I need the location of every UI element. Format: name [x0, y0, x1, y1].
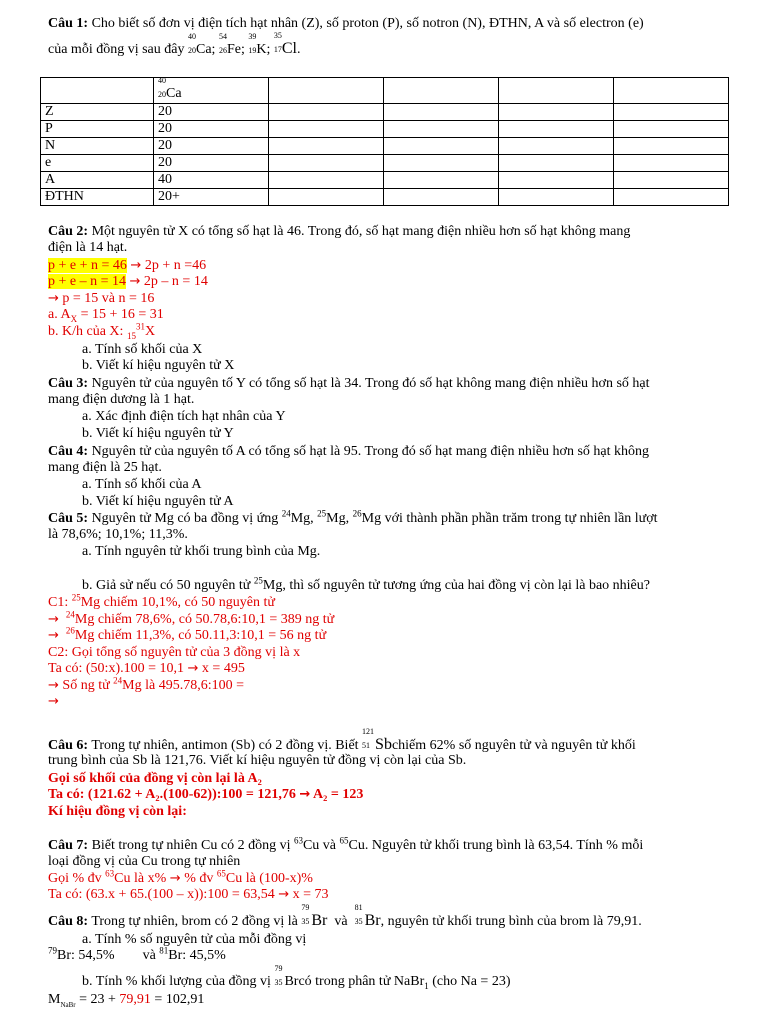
arrow-icon: → [129, 274, 141, 289]
q7-r2: Ta có: (63.x + 65.(100 – x)):100 = 63,54 → x = 73 [48, 887, 329, 902]
arrow-icon: → [48, 628, 59, 643]
q8-ans-a: $^{79}$Br: 54,5% và $^{81}$Br: 45,5% [48, 945, 226, 963]
q6-r1: Gọi số khối của đồng vị còn lại là A₂ [48, 771, 262, 786]
arrow-icon: → [278, 887, 290, 902]
q2-eq1: p + e + n = 46 → 2p + n =46 [48, 258, 207, 273]
q2-res: → p = 15 và n = 16 [48, 291, 155, 306]
q2-sub-b: b. Viết kí hiệu nguyên tử X [82, 358, 235, 373]
q5-c1-line3: → $^{26}$Mg chiếm 11,3%, có 50.11,3:10,1 = 56 ng tử [48, 625, 327, 643]
arrow-icon: → [48, 291, 59, 306]
q8-line1: Câu 8: Trong tự nhiên, brom có 2 đồng vị là 79 35 Br và 81 35 Br, nguyên tử khối trung bình của brom là 79,91. [48, 903, 642, 929]
q2-line2: điện là 14 hạt. [48, 240, 128, 255]
q5-c2: C2: Gọi tổng số nguyên tử của 3 đồng vị là x [48, 645, 301, 660]
q8-sub-a: a. Tính % số nguyên tử của mỗi đồng vị [82, 932, 307, 947]
isotope-cl: 35 17 Cl [273, 31, 297, 57]
isotope-fe: 54 26 Fe [218, 32, 241, 57]
arrow-icon: → [48, 678, 59, 693]
q7-r1: Gọi % đv $^{63}$Cu là x% → % đv $^{65}$Cu là (100-x)% [48, 868, 313, 886]
table-row: A 40 [41, 172, 729, 189]
table-row: P 20 [41, 121, 729, 138]
q5-sub-a: a. Tính nguyên tử khối trung bình của Mg. [82, 544, 321, 559]
q1-text2: của mỗi đồng vị sau đây [48, 42, 185, 57]
q2-line1: Câu 2: Một nguyên tử X có tổng số hạt là 46. Trong đó, số hạt mang điện nhiều hơn số hạt không mang [48, 224, 631, 239]
q8-sub-b: b. Tính % khối lượng của đồng vị 79 35 Brcó trong phân tử NaBr$_1$ (cho Na = 23) [82, 964, 511, 991]
q2-eq2: p + e – n = 14 → 2p – n = 14 [48, 274, 208, 289]
q6-r3: Kí hiệu đồng vị còn lại: [48, 804, 187, 819]
q5-c2-line3: → Số ng tử $^{24}$Mg là 495.78,6:100 = [48, 675, 245, 693]
q5-c2-line2: Ta có: (50:x).100 = 10,1 → x = 495 [48, 661, 245, 676]
q2-sub-a: a. Tính số khối của X [82, 342, 203, 357]
q1-label: Câu 1: [48, 16, 89, 31]
q5-c2-line4 [48, 694, 59, 710]
q3-sub-a: a. Xác định điện tích hạt nhân của Y [82, 409, 286, 424]
q3-line2: mang điện dương là 1 hạt. [48, 392, 195, 407]
q1-line1 [48, 16, 644, 32]
q2-kh: b. K/h của X: $_{15}^{31}$X [48, 321, 156, 341]
arrow-icon: → [130, 258, 142, 273]
isotope-table [40, 77, 729, 206]
table-header-ca: 40 20 Ca [154, 78, 269, 104]
q5-line2: là 78,6%; 10,1%; 11,3%. [48, 527, 188, 542]
q4-line2: mang điện là 25 hạt. [48, 460, 162, 475]
q5-line1: Câu 5: Nguyên tử Mg có ba đồng vị ứng $^{24}$Mg, $^{25}$Mg, $^{26}$Mg với thành phần phần trăm trong tự nhiên lần lượt [48, 508, 658, 526]
q5-c1: C1: $^{25}$Mg chiếm 10,1%, có 50 nguyên tử [48, 592, 275, 610]
table-row: N 20 [41, 138, 729, 155]
q4-sub-a: a. Tính số khối của A [82, 477, 202, 492]
q3-line1: Câu 3: Nguyên tử của nguyên tố Y có tổng số hạt là 34. Trong đó số hạt không mang điện nhiều hơn số hạt [48, 376, 650, 391]
isotope-k: 39 19 K [248, 32, 267, 57]
q6-r2: Ta có: (121.62 + A₂.(100-62)):100 = 121,76 → A₂ = 123 [48, 787, 364, 802]
arrow-icon: → [187, 661, 199, 676]
q1-text1: Cho biết số đơn vị điện tích hạt nhân (Z), số proton (P), số notron (N), ĐTHN, A và số electron (e) [91, 16, 644, 31]
q6-line1: Câu 6: Trong tự nhiên, antimon (Sb) có 2 đồng vị. Biết 121 51 Sbchiếm 62% số nguyên tử và nguyên tử khối [48, 727, 636, 753]
arrow-icon: → [169, 871, 181, 886]
table-row: e 20 [41, 155, 729, 172]
isotope-br79-b: 79 35 Br [274, 964, 299, 989]
q7-line2: loại đồng vị của Cu trong tự nhiên [48, 854, 241, 869]
q8-m: $M_{NaBr} = 23 + 79,91 = 102,91$ [48, 992, 205, 1009]
isotope-br79: 79 35 Br [301, 903, 328, 929]
q4-sub-b: b. Viết kí hiệu nguyên tử A [82, 494, 234, 509]
q5-sub-b: b. Giả sử nếu có 50 nguyên tử $^{25}$Mg, thì số nguyên tử tương ứng của hai đồng vị còn lại là bao nhiêu? [82, 575, 650, 593]
table-row: ĐTHN 20+ [41, 189, 729, 206]
q6-line2: trung bình của Sb là 121,76. Viết kí hiệu nguyên tử đồng vị còn lại của Sb. [48, 753, 467, 768]
isotope-sb: 121 51 Sb [362, 727, 392, 753]
q1-line2: của mỗi đồng vị sau đây 40 20 Ca; 54 26 Fe; 39 19 K; 35 17 Cl. [48, 31, 301, 57]
q7-line1: Câu 7: Biết trong tự nhiên Cu có 2 đồng vị $^{63}$Cu và $^{65}$Cu. Nguyên tử khối trung bình là 63,54. Tính % mỗi [48, 835, 644, 853]
isotope-br81: 81 35 Br [354, 903, 381, 929]
isotope-ca: 40 20 Ca [187, 32, 212, 57]
q3-sub-b: b. Viết kí hiệu nguyên tử Y [82, 426, 234, 441]
arrow-icon: → [48, 694, 59, 709]
arrow-icon: → [48, 612, 59, 627]
table-row: Z 20 [41, 104, 729, 121]
table-header-row [41, 78, 729, 104]
q5-c1-line2: → $^{24}$Mg chiếm 78,6%, có 50.78,6:10,1 = 389 ng tử [48, 609, 335, 627]
q4-line1: Câu 4: Nguyên tử của nguyên tố A có tổng số hạt là 95. Trong đó số hạt mang điện nhiều hơn số hạt không [48, 444, 650, 459]
arrow-icon: → [299, 787, 311, 802]
q2-ax: a. $A_X = 15 + 16 = 31$ [48, 307, 164, 324]
